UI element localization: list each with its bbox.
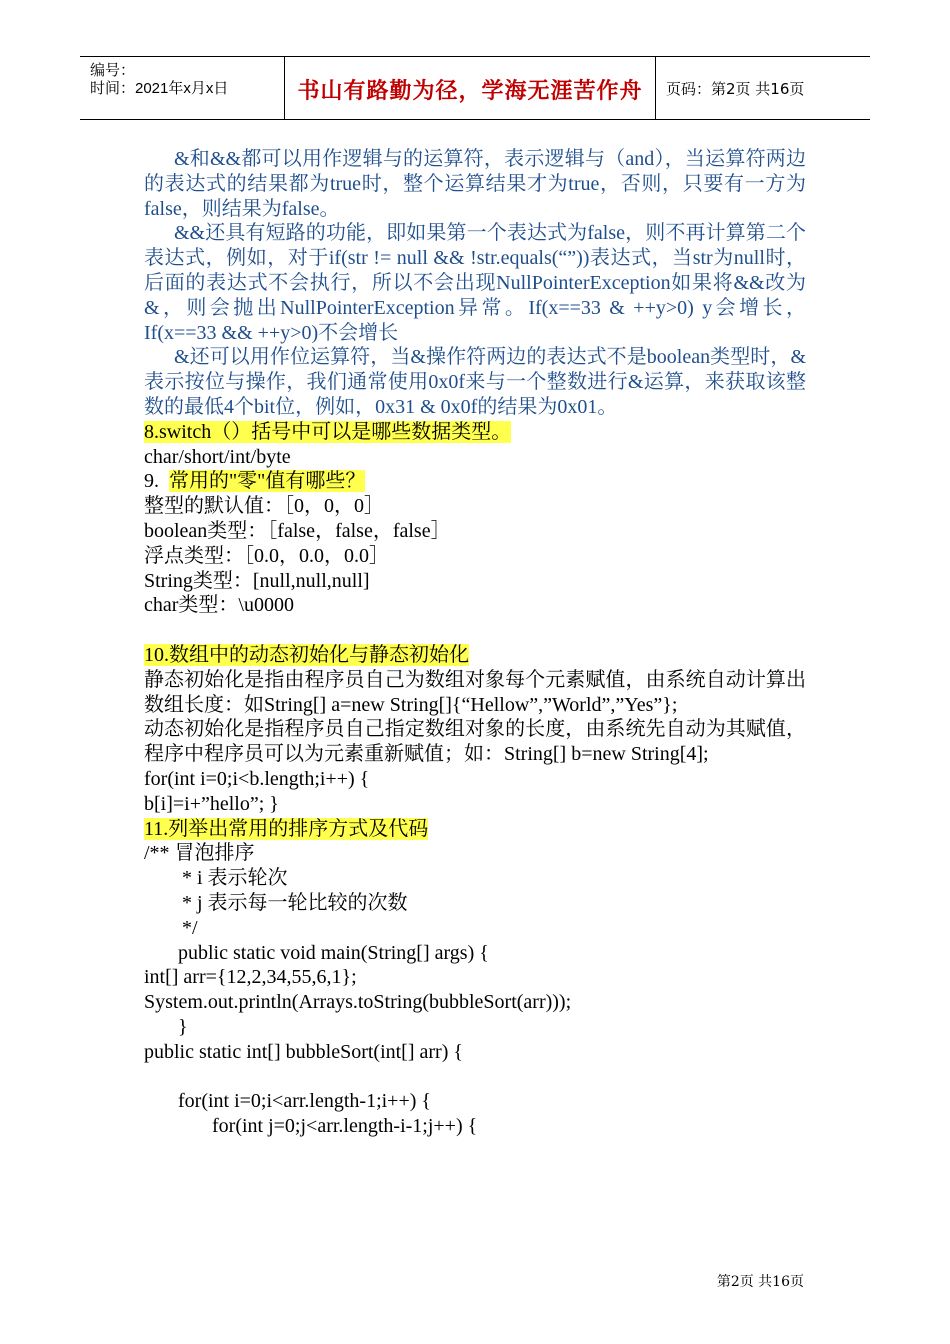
motto-text: 书山有路勤为径，学海无涯苦作舟 <box>297 79 643 104</box>
header-page-cell <box>656 57 870 119</box>
q10-heading-line <box>144 643 806 668</box>
q8-heading: 8.switch（）括号中可以是哪些数据类型。 <box>144 420 512 443</box>
q9-line-int: 整型的默认值：［0，0，0］ <box>144 495 384 518</box>
document-number-label: 编号： <box>90 62 136 79</box>
q9-number: 9. <box>144 470 159 493</box>
header-meta-cell <box>80 57 285 119</box>
code-line: public static void main(String[] args) { <box>178 941 489 964</box>
q10-heading: 10.数组中的动态初始化与静态初始化 <box>144 643 469 666</box>
code-line: } <box>178 1015 188 1038</box>
document-time-label: 时间：2021年x月x日 <box>90 80 229 97</box>
code-line: * i 表示轮次 <box>182 867 288 890</box>
and-operator-paragraph: &和&&都可以用作逻辑与的运算符，表示逻辑与（and），当运算符两边的表达式的结果都为true时，整个运算结果才为true，否则，只要有一方为false，则结果为false。 <box>144 148 806 220</box>
code-line: public static int[] bubbleSort(int[] arr) { <box>144 1040 463 1063</box>
q9-heading-line <box>144 469 806 494</box>
q11-heading: 11.列举出常用的排序方式及代码 <box>144 817 429 840</box>
q9-heading: 常用的"零"值有哪些？ <box>169 470 366 493</box>
q9-line-boolean: boolean类型：［false，false，false］ <box>144 519 451 542</box>
code-line: */ <box>182 916 198 939</box>
page-info: 页码：第2页 共16页 <box>666 80 805 98</box>
q10-dynamic-text: 动态初始化是指程序员自己指定数组对象的长度，由系统先自动为其赋值，程序中程序员可以为元素重新赋值；如：String[] b=new String[4]; <box>144 718 806 766</box>
code-line: * j 表示每一轮比较的次数 <box>182 891 408 914</box>
bitwise-paragraph: &还可以用作位运算符，当&操作符两边的表达式不是boolean类型时，&表示按位与操作，我们通常使用0x0f来与一个整数进行&运算，来获取该整数的最低4个bit位，例如，0x31 & 0x0f的结果为0x01。 <box>144 346 806 418</box>
header-motto-cell <box>285 57 656 119</box>
code-line: for(int i=0;i<arr.length-1;i++) { <box>178 1090 431 1113</box>
q10-code-line: for(int i=0;i<b.length;i++) { <box>144 767 370 790</box>
code-line: int[] arr={12,2,34,55,6,1}; <box>144 966 357 989</box>
short-circuit-paragraph: &&还具有短路的功能，即如果第一个表达式为false，则不再计算第二个表达式，例如，对于if(str != null && !str.equals(“”))表达式，当str为null时，后面的表达式不会执行，所以不会出现NullPointerException如果将&&改为&，则会抛出NullPointerException异常。If(x==33 & ++y>0) y会增长，If(x==33 && ++y>0)不会增长 <box>144 222 806 344</box>
q11-heading-line <box>144 817 806 842</box>
code-line: /** 冒泡排序 <box>144 842 255 865</box>
code-line: System.out.println(Arrays.toString(bubbleSort(arr))); <box>144 991 572 1014</box>
q8-answer: char/short/int/byte <box>144 445 291 468</box>
q10-static-text: 静态初始化是指由程序员自己为数组对象每个元素赋值，由系统自动计算出数组长度：如String[] a=new String[]{“Hellow”,”World”,”Yes”}; <box>144 668 806 716</box>
page-footer: 第2页 共16页 <box>716 1274 804 1290</box>
page-header <box>80 56 870 120</box>
blank-line <box>144 1064 806 1089</box>
blank-line <box>144 618 806 643</box>
q9-line-char: char类型：\u0000 <box>144 594 294 617</box>
q9-line-string: String类型：[null,null,null] <box>144 569 370 592</box>
q10-code-line: b[i]=i+”hello”; } <box>144 792 279 815</box>
q9-line-float: 浮点类型：［0.0，0.0，0.0］ <box>144 544 389 567</box>
document-body <box>144 147 806 1139</box>
q8-heading-line <box>144 420 806 445</box>
code-line: for(int j=0;j<arr.length-i-1;j++) { <box>212 1115 478 1138</box>
